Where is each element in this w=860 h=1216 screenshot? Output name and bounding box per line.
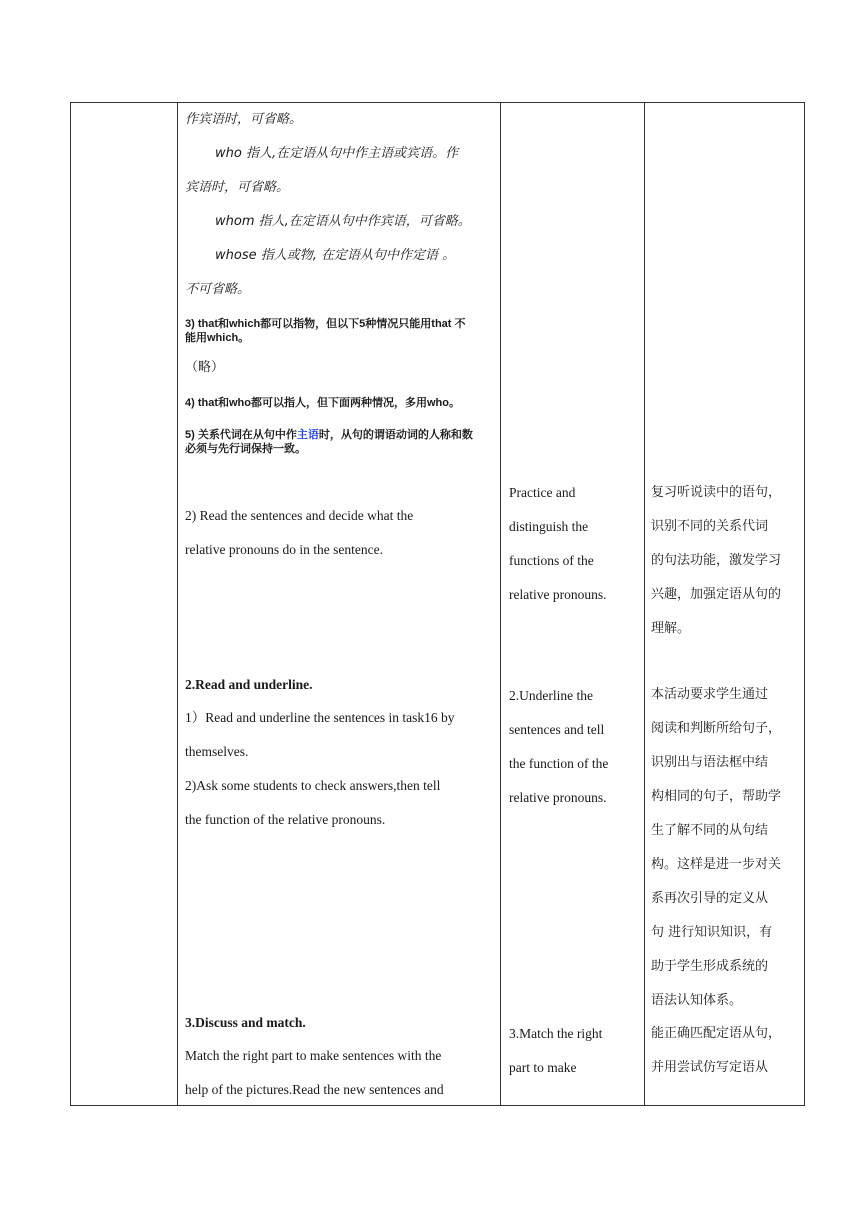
text-line: whom 指人,在定语从句中作宾语，可省略。 [215,214,471,229]
intent-text: 语法认知体系。 [651,993,743,1008]
column-divider [500,103,501,1105]
section-3-text: help of the pictures.Read the new sentences and [185,1082,444,1097]
rule-5-text: 时，从句的谓语动词的人称和数 [318,429,473,441]
column-divider [644,103,645,1105]
activity-text: sentences and tell [509,722,605,737]
activity-text: Practice and [509,485,576,500]
text-line: 不可省略。 [185,282,251,297]
intent-text: 复习听说读中的语句， [651,485,782,500]
rule-4: 4) that和who都可以指人，但下面两种情况，多用who。 [185,397,460,409]
step-2-text: 2) Read the sentences and decide what the [185,508,414,523]
section-2-title: 2.Read and underline. [185,677,313,692]
activity-text: 3.Match the right [509,1026,603,1041]
intent-text: 识别不同的关系代词 [651,519,769,534]
intent-text: 阅读和判断所给句子， [651,721,782,736]
column-divider [177,103,178,1105]
intent-text: 生了解不同的从句结 [651,823,769,838]
highlight-subject: 主语 [296,429,319,441]
activity-text: functions of the [509,553,594,568]
text-line: whose 指人或物, 在定语从句中作定语 。 [215,248,456,263]
step-2-text: relative pronouns do in the sentence. [185,542,383,557]
intent-text: 兴趣，加强定语从句的 [651,587,782,602]
intent-text: 识别出与语法框中结 [651,755,769,770]
intent-text: 并用尝试仿写定语从 [651,1060,769,1075]
rule-5 [185,428,473,442]
intent-text: 能正确匹配定语从句， [651,1026,782,1041]
lesson-plan-table [70,102,805,1106]
intent-text: 系再次引导的定义从 [651,891,769,906]
rule-3-cont: 能用which。 [185,332,250,344]
rule-5-text: 5) 关系代词在从句中作 [185,429,297,441]
section-2-text: 2)Ask some students to check answers,then tell [185,778,441,793]
section-2-text: 1）Read and underline the sentences in task16 by [185,710,455,725]
activity-text: relative pronouns. [509,587,607,602]
section-3-title: 3.Discuss and match. [185,1015,306,1030]
intent-text: 的句法功能，激发学习 [651,553,782,568]
text-line: who 指人,在定语从句中作主语或宾语。作 [215,146,459,161]
intent-text: 助于学生形成系统的 [651,959,769,974]
rule-5-cont: 必须与先行词保持一致。 [185,443,306,455]
intent-text: 理解。 [651,621,691,636]
section-2-text: themselves. [185,744,249,759]
activity-text: relative pronouns. [509,790,607,805]
text-line: 宾语时，可省略。 [185,180,290,195]
omitted-note: （略） [185,360,225,375]
activity-text: part to make [509,1060,577,1075]
section-2-text: the function of the relative pronouns. [185,812,386,827]
activity-text: the function of the [509,756,609,771]
activity-text: distinguish the [509,519,589,534]
rule-3: 3) that和which都可以指物，但以下5种情况只能用that 不 [185,318,466,330]
intent-text: 本活动要求学生通过 [651,687,769,702]
intent-text: 构相同的句子，帮助学 [651,789,782,804]
intent-text: 构。这样是进一步对关 [651,857,782,872]
activity-text: 2.Underline the [509,688,593,703]
intent-text: 句 进行知识知识，有 [651,925,773,940]
section-3-text: Match the right part to make sentences with the [185,1048,442,1063]
text-line: 作宾语时，可省略。 [185,112,303,127]
